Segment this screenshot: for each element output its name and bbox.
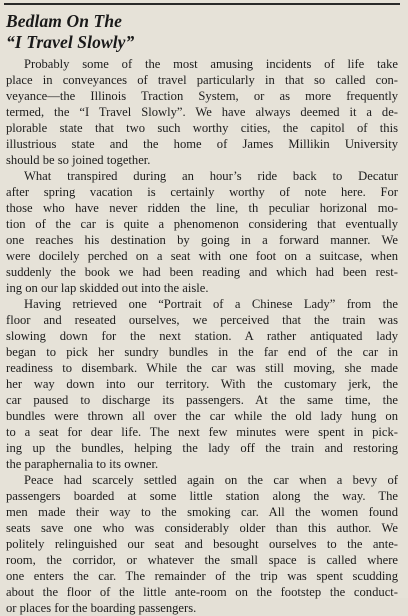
text-line: Having retrieved one “Portrait of a Chinese Lady” from the (24, 297, 398, 311)
top-rule (4, 3, 400, 5)
text-line: termed, the “I Travel Slowly”. We have always deemed it a de- (6, 105, 398, 119)
text-line: illustrious state and the home of James Millikin University (6, 137, 398, 151)
article-body (6, 56, 398, 616)
text-line: men made their way to the smoking car. All the women found (6, 505, 398, 519)
text-line: What transpired during an hour’s ride back to Decatur (24, 169, 398, 183)
text-line: car paused to discharge its passengers. At the same time, the (6, 393, 398, 407)
text-line: one enters the car. The remainder of the trip was spent scudding (6, 569, 398, 583)
text-line: Peace had scarcely settled again on the car when a bevy of (24, 473, 398, 487)
text-line: her way down into our territory. With the customary jerk, the (6, 377, 398, 391)
text-line: one reaches his destination by going in a forward manner. We (6, 233, 398, 247)
text-line: ing up the bundles, helping the lady off the train and restoring (6, 441, 398, 455)
text-line: slowing down for the next station. A rather antiquated lady (6, 329, 398, 343)
text-line: those who have never ridden the line, th peculiar horizonal mo- (6, 201, 398, 215)
text-line: veyance—the Illinois Traction System, or as more frequently (6, 89, 398, 103)
text-line: seats save one who was considerably older than this author. We (6, 521, 398, 535)
text-line: were docilely perched on a seat with one foot on a suitcase, when (6, 249, 398, 263)
text-line: tion of the car is quite a phenomenon considering that eventually (6, 217, 398, 231)
text-line: readiness to disembark. While the car was still moving, she made (6, 361, 398, 375)
text-line: passengers boarded at some little station along the way. The (6, 489, 398, 503)
text-line: plorable state that two such worthy cities, the capitol of this (6, 121, 398, 135)
text-line: began to pick her sundry bundles in the far end of the car in (6, 345, 398, 359)
text-line: should be so joined together. (6, 153, 151, 167)
article-title-line-1: Bedlam On The (6, 11, 123, 31)
text-line: Probably some of the most amusing incidents of life take (24, 57, 398, 71)
text-line: to a seat for dear life. The next few minutes were spent in pick- (6, 425, 398, 439)
text-line: after spring vacation is certainly worthy of note here. For (6, 185, 398, 199)
text-line: about the floor of the little ante-room on the footstep the conduct- (6, 585, 398, 599)
text-line: politely relinguished our seat and besought ourselves to the ante- (6, 537, 398, 551)
article-title (6, 11, 134, 53)
text-line: bundles were thrown all over the car while the old lady hung on (6, 409, 398, 423)
text-line: room, the corridor, or whatever the small space is called where (6, 553, 398, 567)
text-line: place in conveyances of travel particularly in that so called con- (6, 73, 398, 87)
text-line: ing on our lap skidded out into the aisle. (6, 281, 209, 295)
text-line: the paraphernalia to its owner. (6, 457, 159, 471)
article-title-line-2: “I Travel Slowly” (6, 32, 135, 52)
text-line: suddenly the book we had been reading and which had been rest- (6, 265, 398, 279)
text-line: floor and reseated ourselves, we perceived that the train was (6, 313, 398, 327)
text-line: or places for the boarding passengers. (6, 601, 197, 615)
